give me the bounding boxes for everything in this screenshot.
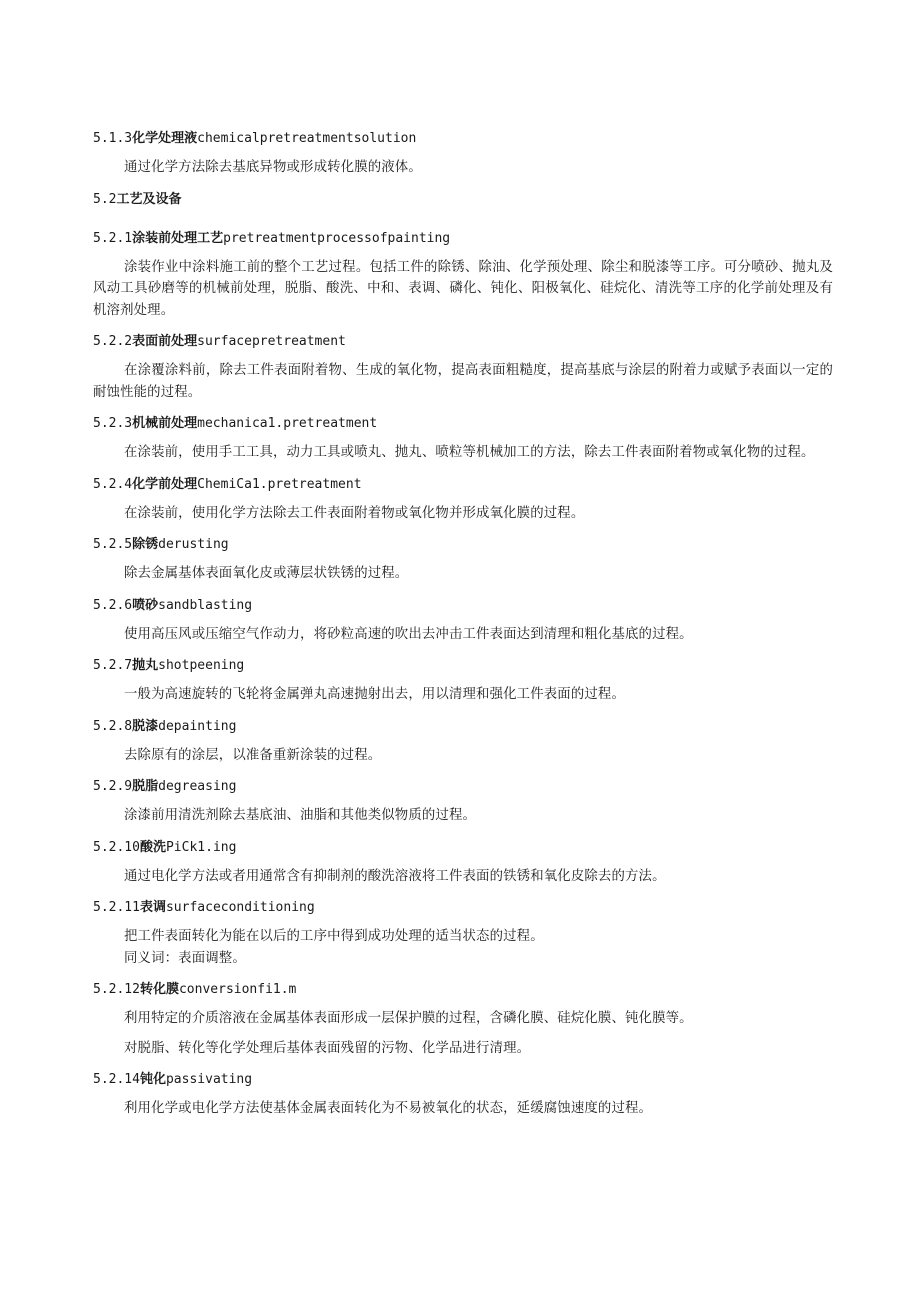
term-entry <box>93 474 833 525</box>
term-chinese: 酸洗 <box>139 839 166 855</box>
term-heading <box>93 474 833 496</box>
term-definition: 同义词：表面调整。 <box>124 950 246 966</box>
term-entry <box>93 979 833 1059</box>
term-definition: 通过化学方法除去基底异物或形成转化膜的液体。 <box>124 160 422 175</box>
term-heading <box>93 331 833 353</box>
term-definition: 除去金属基体表面氧化皮或薄层状铁锈的过程。 <box>124 566 409 581</box>
term-english: depainting <box>158 718 237 734</box>
term-entry <box>93 128 833 179</box>
entry-spacer <box>93 645 833 655</box>
term-english: mechanica1.pretreatment <box>197 416 378 431</box>
term-entry <box>93 189 833 211</box>
entry-spacer <box>93 706 833 716</box>
term-definition: 在涂装前，使用化学方法除去工件表面附着物或氧化物并形成氧化膜的过程。 <box>124 505 585 521</box>
term-entry <box>93 837 833 888</box>
term-chinese: 转化膜 <box>139 982 179 997</box>
term-chinese: 化学处理液 <box>132 131 198 146</box>
term-definition: 去除原有的涂层，以准备重新涂装的过程。 <box>124 747 382 763</box>
entry-spacer <box>93 766 833 776</box>
term-number: 5.2.12 <box>93 982 140 997</box>
term-heading <box>93 716 833 738</box>
term-entry <box>93 595 833 646</box>
term-english: ChemiCa1.pretreatment <box>197 476 362 492</box>
term-english: derusting <box>158 537 229 552</box>
term-chinese: 工艺及设备 <box>116 191 182 207</box>
term-definition: 涂装作业中涂料施工前的整个工艺过程。包括工件的除锈、除油、化学预处理、除尘和脱漆等工序。可分喷砂、抛丸及风动工具砂磨等的机械前处理，脱脂、酸洗、中和、表调、磷化、钝化、阳极氧化、硅烷化、清洗等工序的化学前处理及有机溶剂处理。 <box>93 259 833 318</box>
term-heading <box>93 776 833 798</box>
term-number: 5.2 <box>93 191 117 207</box>
term-english: conversionfi1.m <box>178 982 297 997</box>
term-english: degreasing <box>158 779 237 794</box>
term-number: 5.2.2 <box>93 334 133 349</box>
term-number: 5.2.1 <box>93 230 133 246</box>
term-definition: 通过电化学方法或者用通常含有抑制剂的酸洗溶液将工件表面的铁锈和氧化皮除去的方法。 <box>124 868 666 884</box>
term-chinese: 机械前处理 <box>132 416 198 431</box>
term-heading <box>93 534 833 556</box>
term-number: 5.2.9 <box>93 779 133 794</box>
term-definition: 利用特定的介质溶液在金属基体表面形成一层保护膜的过程，含磷化膜、硅烷化膜、钝化膜等。 <box>124 1011 693 1026</box>
entry-spacer <box>93 887 833 897</box>
term-number: 5.1.3 <box>93 131 133 146</box>
entry-spacer <box>93 827 833 837</box>
term-english: pretreatmentprocessofpainting <box>223 230 451 246</box>
term-chinese: 表调 <box>139 900 166 915</box>
term-english: sandblasting <box>158 597 253 613</box>
term-chinese: 钝化 <box>139 1072 166 1087</box>
entry-spacer <box>93 321 833 331</box>
term-heading <box>93 189 833 211</box>
term-chinese: 涂装前处理工艺 <box>132 230 224 246</box>
term-chinese: 喷砂 <box>132 597 159 613</box>
term-english: surfacepretreatment <box>197 334 346 349</box>
term-heading <box>93 837 833 859</box>
entry-spacer <box>93 218 833 228</box>
term-number: 5.2.4 <box>93 476 133 492</box>
term-list <box>93 128 833 1120</box>
term-definition: 利用化学或电化学方法使基体金属表面转化为不易被氧化的状态，延缓腐蚀速度的过程。 <box>124 1101 653 1116</box>
term-english: PiCk1.ing <box>165 839 237 855</box>
term-heading <box>93 413 833 435</box>
term-entry <box>93 897 833 969</box>
term-number: 5.2.5 <box>93 537 133 552</box>
term-entry <box>93 776 833 827</box>
term-number: 5.2.10 <box>93 839 140 855</box>
entry-spacer <box>93 524 833 534</box>
term-heading <box>93 979 833 1001</box>
term-definition: 在涂覆涂料前，除去工件表面附着物、生成的氧化物，提高表面粗糙度，提高基底与涂层的附着力或赋予表面以一定的耐蚀性能的过程。 <box>93 363 833 400</box>
term-chinese: 脱脂 <box>132 779 159 794</box>
term-heading <box>93 595 833 617</box>
term-definition: 对脱脂、转化等化学处理后基体表面残留的污物、化学品进行清理。 <box>124 1040 531 1056</box>
term-number: 5.2.14 <box>93 1072 140 1087</box>
term-definition: 在涂装前，使用手工工具，动力工具或喷丸、抛丸、喷粒等机械加工的方法，除去工件表面附着物或氧化物的过程。 <box>124 445 815 460</box>
term-english: chemicalpretreatmentsolution <box>197 131 417 146</box>
term-definition: 涂漆前用清洗剂除去基底油、油脂和其他类似物质的过程。 <box>124 808 477 823</box>
term-entry <box>93 228 833 322</box>
entry-spacer <box>93 464 833 474</box>
term-chinese: 表面前处理 <box>132 334 198 349</box>
term-chinese: 除锈 <box>132 537 159 552</box>
entry-spacer <box>93 969 833 979</box>
term-definition: 一般为高速旋转的飞轮将金属弹丸高速抛射出去，用以清理和强化工件表面的过程。 <box>124 687 626 702</box>
term-chinese: 抛丸 <box>132 658 159 673</box>
term-number: 5.2.7 <box>93 658 133 673</box>
term-english: shotpeening <box>158 658 245 673</box>
entry-spacer <box>93 403 833 413</box>
term-entry <box>93 655 833 706</box>
entry-spacer <box>93 179 833 189</box>
term-number: 5.2.11 <box>93 900 140 915</box>
term-number: 5.2.8 <box>93 718 133 734</box>
term-definition: 把工件表面转化为能在以后的工序中得到成功处理的适当状态的过程。 <box>124 929 544 944</box>
term-heading <box>93 655 833 677</box>
term-number: 5.2.3 <box>93 416 133 431</box>
term-entry <box>93 331 833 403</box>
term-chinese: 化学前处理 <box>132 476 198 492</box>
entry-spacer <box>93 1059 833 1069</box>
term-heading <box>93 1069 833 1091</box>
term-english: surfaceconditioning <box>165 900 315 915</box>
term-entry <box>93 716 833 767</box>
term-definition: 使用高压风或压缩空气作动力，将砂粒高速的吹出去冲击工件表面达到清理和粗化基底的过程。 <box>124 626 693 642</box>
term-english: passivating <box>165 1072 253 1087</box>
entry-spacer <box>93 585 833 595</box>
term-heading <box>93 897 833 919</box>
term-entry <box>93 534 833 585</box>
term-chinese: 脱漆 <box>132 718 159 734</box>
term-entry <box>93 1069 833 1120</box>
term-heading <box>93 128 833 150</box>
term-entry <box>93 413 833 464</box>
term-heading <box>93 228 833 250</box>
term-number: 5.2.6 <box>93 597 133 613</box>
